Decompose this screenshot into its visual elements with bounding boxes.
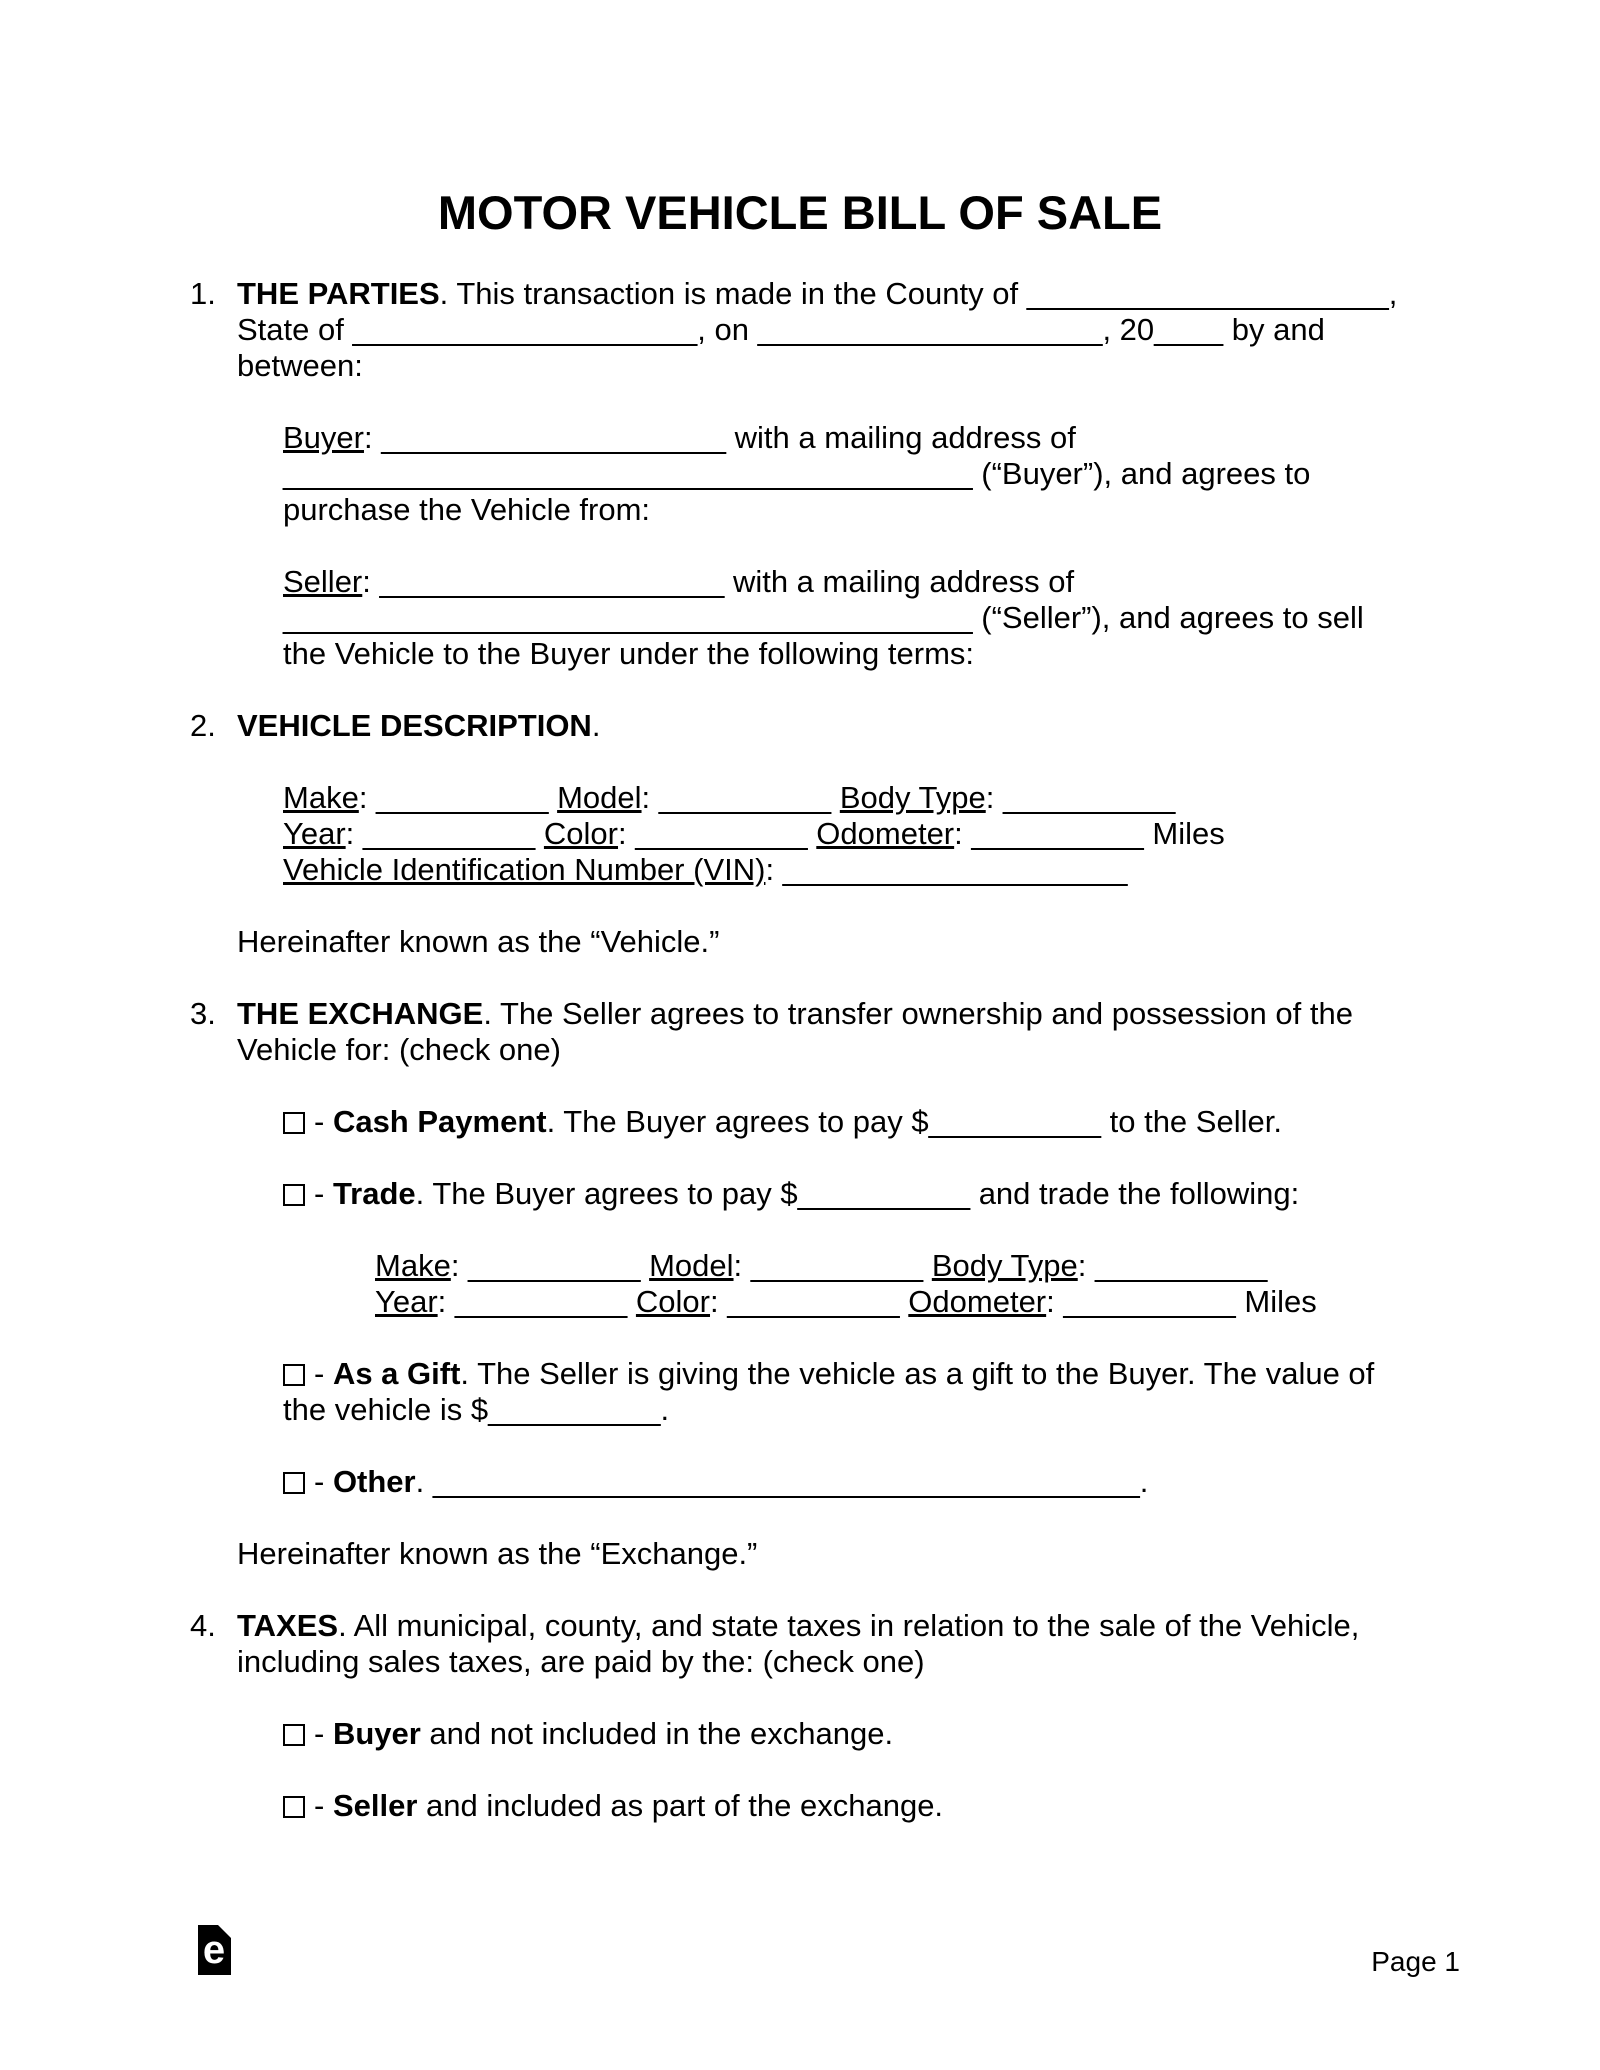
text-segment — [640, 1248, 649, 1283]
text-segment: Cash Payment — [332, 1104, 547, 1139]
exchange-known-as — [190, 1536, 1470, 1572]
text-segment: and not included in the exchange. — [420, 1716, 894, 1751]
text-line — [283, 1356, 1470, 1392]
section-number: 4. — [190, 1608, 216, 1643]
text-line — [283, 1464, 1470, 1500]
text-segment: Seller — [283, 564, 363, 599]
text-segment: , on — [697, 312, 758, 347]
text-segment: , 20 — [1102, 312, 1155, 347]
blank-field[interactable]: __________ — [454, 1284, 628, 1319]
text-segment: : — [618, 816, 636, 851]
text-segment: Odometer — [908, 1284, 1047, 1319]
other-option — [190, 1464, 1470, 1500]
text-line — [283, 852, 1470, 888]
text-line — [237, 312, 1470, 348]
text-segment: : — [733, 1248, 751, 1283]
checkbox[interactable] — [283, 1112, 305, 1134]
text-segment: by and — [1223, 312, 1325, 347]
blank-field[interactable]: __________ — [971, 816, 1144, 851]
text-line — [237, 276, 1470, 312]
text-line — [283, 600, 1470, 636]
vehicle-description-fields — [190, 780, 1470, 888]
seller-clause — [190, 564, 1470, 672]
text-segment: : — [450, 1248, 469, 1283]
text-line — [283, 420, 1470, 456]
text-segment: - — [314, 1464, 333, 1499]
text-segment: with a mailing address of — [724, 564, 1075, 599]
text-segment: . The Buyer agrees to pay $ — [546, 1104, 929, 1139]
blank-field[interactable]: ____ — [1154, 312, 1224, 347]
text-segment — [548, 780, 557, 815]
text-segment: : — [363, 420, 382, 455]
text-segment: Miles — [1235, 1284, 1317, 1319]
text-segment: - — [314, 1176, 333, 1211]
text-segment: Model — [649, 1248, 734, 1283]
text-segment: the vehicle is $ — [283, 1392, 489, 1427]
text-line — [283, 1788, 1470, 1824]
blank-field[interactable]: ________________________________________ — [283, 456, 973, 491]
text-segment: Make — [283, 780, 359, 815]
blank-field[interactable]: __________ — [1094, 1248, 1268, 1283]
text-segment: THE PARTIES — [237, 276, 440, 311]
text-segment: . All municipal, county, and state taxes in relation to the sale of the Vehicle, — [338, 1608, 1360, 1643]
blank-field[interactable]: __________ — [635, 816, 808, 851]
blank-field[interactable]: ____________________ — [782, 852, 1128, 887]
text-segment: : — [437, 1284, 455, 1319]
vehicle-known-as — [190, 924, 1470, 960]
text-segment: VEHICLE DESCRIPTION — [237, 708, 592, 743]
text-segment: , — [1388, 276, 1398, 311]
text-segment: : — [765, 852, 783, 887]
checkbox[interactable] — [283, 1796, 305, 1818]
text-segment: - — [314, 1356, 333, 1391]
blank-field[interactable]: __________ — [658, 780, 832, 815]
text-segment: Buyer — [283, 420, 364, 455]
text-segment: and included as part of the exchange. — [417, 1788, 944, 1823]
text-segment: : — [362, 564, 380, 599]
text-segment: : — [345, 816, 363, 851]
taxes-seller-option — [190, 1788, 1470, 1824]
text-line — [283, 564, 1470, 600]
gift-option — [190, 1356, 1470, 1428]
blank-field[interactable]: __________ — [727, 1284, 900, 1319]
document-page-icon — [198, 1925, 231, 1975]
text-segment: and trade the following: — [970, 1176, 1300, 1211]
blank-field[interactable]: _____________________ — [1026, 276, 1389, 311]
text-segment: including sales taxes, are paid by the: (check one) — [237, 1644, 925, 1679]
section-number: 1. — [190, 276, 216, 311]
text-line — [283, 636, 1470, 672]
page-number-label: Page 1 — [1371, 1946, 1460, 1977]
blank-field[interactable]: _________________________________________ — [432, 1464, 1140, 1499]
text-segment: Year — [375, 1284, 438, 1319]
text-segment: : — [954, 816, 972, 851]
text-line — [283, 816, 1470, 852]
text-segment: : — [985, 780, 1003, 815]
text-line — [237, 1032, 1470, 1068]
text-segment: . — [591, 708, 601, 743]
text-segment: (“Buyer”), and agrees to — [972, 456, 1311, 491]
text-segment: . — [415, 1464, 433, 1499]
text-segment: Body Type — [931, 1248, 1078, 1283]
blank-field[interactable]: ____________________ — [757, 312, 1103, 347]
trade-option — [190, 1176, 1470, 1212]
blank-field[interactable]: __________ — [750, 1248, 924, 1283]
text-segment: Hereinafter known as the “Exchange.” — [237, 1536, 758, 1571]
text-segment: . — [1139, 1464, 1149, 1499]
text-segment: (“Seller”), and agrees to sell — [972, 600, 1364, 635]
text-segment: - — [314, 1104, 333, 1139]
section-number: 2. — [190, 708, 216, 743]
text-segment: : — [1046, 1284, 1064, 1319]
text-line — [283, 1104, 1470, 1140]
blank-field[interactable]: __________ — [797, 1176, 971, 1211]
text-segment: - — [314, 1716, 333, 1751]
text-segment: Seller — [332, 1788, 418, 1823]
blank-field[interactable]: __________ — [928, 1104, 1101, 1139]
text-segment: . The Seller is giving the vehicle as a gift to the Buyer. The value of — [460, 1356, 1375, 1391]
section-1-the-parties — [190, 276, 1470, 384]
text-segment: : — [641, 780, 659, 815]
blank-field[interactable]: __________ — [1002, 780, 1176, 815]
text-segment: - — [314, 1788, 333, 1823]
text-segment: Model — [557, 780, 642, 815]
text-segment: : — [1077, 1248, 1095, 1283]
text-segment: Trade — [332, 1176, 416, 1211]
checkbox[interactable] — [283, 1184, 305, 1206]
blank-field[interactable]: ____________________ — [379, 564, 725, 599]
text-segment: Hereinafter known as the “Vehicle.” — [237, 924, 720, 959]
text-segment: Color — [543, 816, 619, 851]
section-2-vehicle-description — [190, 708, 1470, 744]
text-segment: Miles — [1143, 816, 1225, 851]
section-3-the-exchange — [190, 996, 1470, 1068]
text-segment: Make — [375, 1248, 451, 1283]
text-segment — [627, 1284, 636, 1319]
blank-field[interactable]: __________ — [362, 816, 536, 851]
text-segment: Odometer — [816, 816, 955, 851]
checkbox[interactable] — [283, 1472, 305, 1494]
text-segment: : — [710, 1284, 728, 1319]
logo-letter: e — [202, 1928, 226, 1972]
text-segment: to the Seller. — [1101, 1104, 1282, 1139]
text-line — [375, 1248, 1470, 1284]
text-line — [283, 1392, 1470, 1428]
text-segment: TAXES — [237, 1608, 339, 1643]
text-segment: with a mailing address of — [726, 420, 1076, 455]
text-segment — [923, 1248, 932, 1283]
text-segment: Year — [283, 816, 346, 851]
text-segment: THE EXCHANGE — [237, 996, 484, 1031]
text-line — [237, 1608, 1470, 1644]
buyer-clause — [190, 420, 1470, 528]
section-number: 3. — [190, 996, 216, 1031]
text-segment: State of — [237, 312, 353, 347]
text-segment: . — [660, 1392, 670, 1427]
section-4-taxes — [190, 1608, 1470, 1680]
text-segment: . The Seller agrees to transfer ownership and possession of the — [483, 996, 1353, 1031]
text-segment: As a Gift — [332, 1356, 461, 1391]
text-segment: between: — [237, 348, 363, 383]
text-segment — [808, 816, 817, 851]
text-segment: Other — [332, 1464, 416, 1499]
taxes-buyer-option — [190, 1716, 1470, 1752]
text-segment — [535, 816, 544, 851]
text-line — [237, 924, 1470, 960]
text-segment: : — [358, 780, 377, 815]
text-line — [237, 996, 1470, 1032]
trade-vehicle-fields — [190, 1248, 1470, 1320]
eforms-logo-icon — [198, 1925, 231, 1975]
blank-field[interactable]: __________ — [468, 1248, 641, 1283]
text-segment — [831, 780, 840, 815]
document-body — [190, 276, 1470, 1824]
blank-field[interactable]: __________ — [376, 780, 549, 815]
checkbox[interactable] — [283, 1724, 305, 1746]
blank-field[interactable]: ________________________________________ — [283, 600, 973, 635]
blank-field[interactable]: ____________________ — [381, 420, 727, 455]
cash-payment-option — [190, 1104, 1470, 1140]
text-line — [375, 1284, 1470, 1320]
text-segment: . This transaction is made in the County of — [439, 276, 1027, 311]
text-segment — [900, 1284, 909, 1319]
blank-field[interactable]: __________ — [488, 1392, 661, 1427]
text-line — [283, 1716, 1470, 1752]
text-segment: Vehicle for: (check one) — [237, 1032, 561, 1067]
text-segment: Color — [635, 1284, 711, 1319]
text-segment: the Vehicle to the Buyer under the following terms: — [283, 636, 975, 671]
text-segment: . The Buyer agrees to pay $ — [415, 1176, 798, 1211]
blank-field[interactable]: __________ — [1063, 1284, 1236, 1319]
text-segment: Body Type — [839, 780, 986, 815]
text-line — [237, 348, 1470, 384]
text-segment: Buyer — [332, 1716, 421, 1751]
document-title: MOTOR VEHICLE BILL OF SALE — [437, 186, 1163, 239]
text-line — [283, 1176, 1470, 1212]
text-line — [283, 456, 1470, 492]
text-line — [237, 1536, 1470, 1572]
text-segment: Vehicle Identification Number (VIN) — [283, 852, 766, 887]
blank-field[interactable]: ____________________ — [352, 312, 698, 347]
text-segment: purchase the Vehicle from: — [283, 492, 651, 527]
text-line — [283, 780, 1470, 816]
checkbox[interactable] — [283, 1364, 305, 1386]
text-line — [237, 708, 1470, 744]
text-line — [283, 492, 1470, 528]
text-line — [237, 1644, 1470, 1680]
